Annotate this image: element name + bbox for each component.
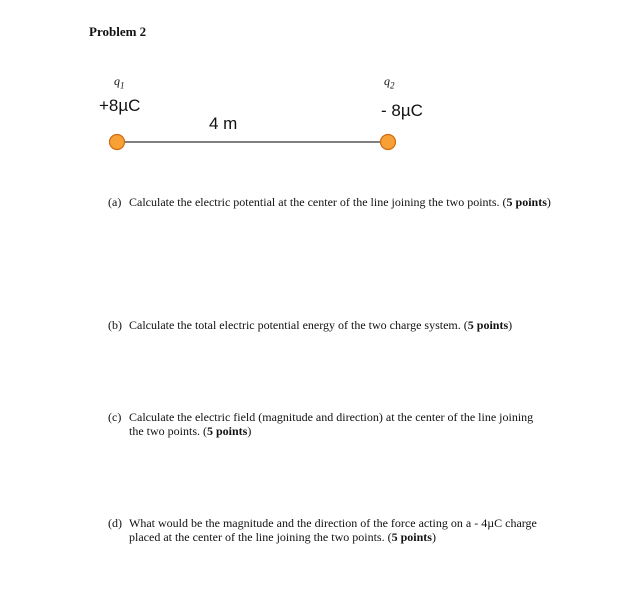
problem-title: Problem 2	[89, 24, 147, 39]
charge-q1-dot	[110, 135, 125, 150]
charge-q2-dot	[381, 135, 396, 150]
question-label: (c)	[108, 410, 122, 424]
question-text: Calculate the electric field (magnitude and direction) at the center of the line joining the two points. (5 points)	[129, 410, 534, 438]
charge-q1-symbol: q	[114, 74, 120, 88]
question-text: Calculate the total electric potential energy of the two charge system. (5 points)	[129, 318, 513, 332]
charge-q2-name	[384, 74, 395, 90]
charge-diagram	[100, 128, 410, 158]
question-a	[108, 195, 568, 209]
question-text: Calculate the electric potential at the center of the line joining the two points. (5 points)	[129, 195, 551, 209]
question-text: What would be the magnitude and the direction of the force acting on a - 4µC charge placed at the center of the line joining the two points. (5 points)	[129, 516, 537, 544]
charge-q1-subscript: 1	[120, 80, 125, 91]
charge-q2-subscript: 2	[390, 80, 395, 91]
question-label: (d)	[108, 516, 122, 530]
question-b	[108, 318, 568, 332]
question-d	[108, 516, 548, 544]
question-label: (a)	[108, 195, 122, 209]
distance-label: 4 m	[209, 114, 238, 133]
charge-q1-value: +8µC	[99, 96, 141, 115]
question-c	[108, 410, 548, 438]
charge-q2-value: - 8µC	[381, 101, 423, 120]
charge-q2-symbol: q	[384, 74, 390, 88]
charge-q1-name	[114, 74, 125, 90]
question-label: (b)	[108, 318, 122, 332]
